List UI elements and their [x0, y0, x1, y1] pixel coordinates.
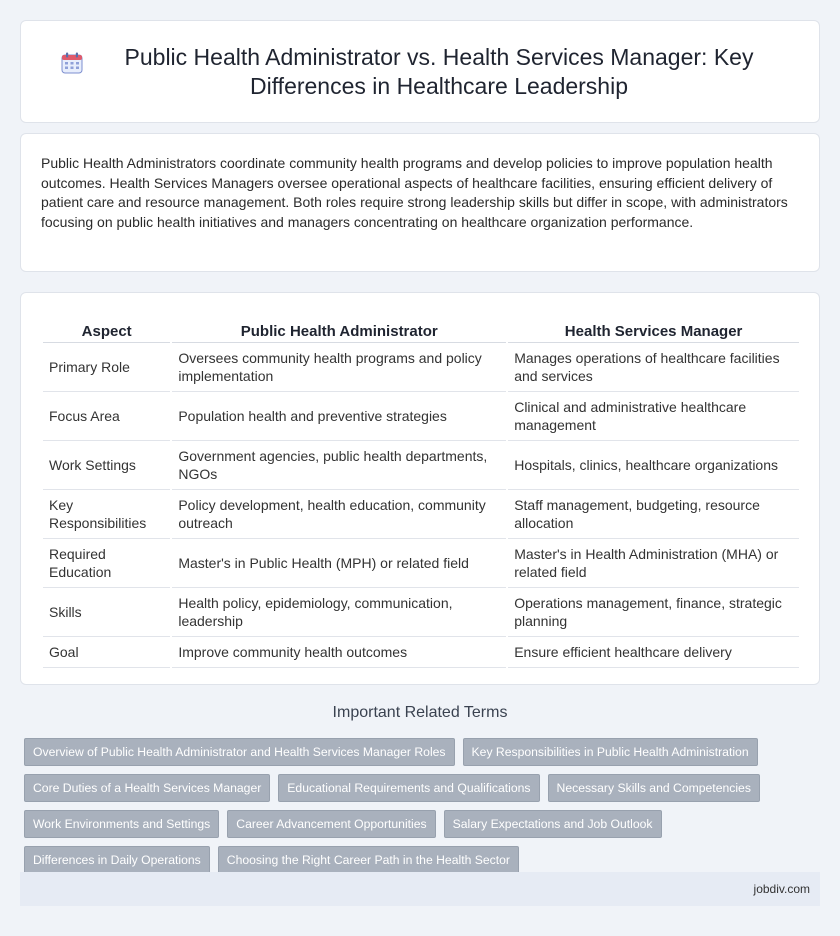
related-term-tag[interactable]: Necessary Skills and Competencies [548, 774, 760, 802]
table-row [43, 343, 799, 392]
related-term-tag[interactable]: Career Advancement Opportunities [227, 810, 435, 838]
cell-public-health-administrator: Government agencies, public health departments, NGOs [172, 441, 506, 490]
related-term-tag[interactable]: Core Duties of a Health Services Manager [24, 774, 270, 802]
cell-health-services-manager: Manages operations of healthcare facilities and services [508, 343, 799, 392]
title-wrap [60, 43, 780, 101]
intro-card [20, 133, 820, 272]
cell-aspect: Goal [43, 637, 170, 668]
table-row [43, 539, 799, 588]
intro-paragraph: Public Health Administrators coordinate community health programs and develop policies to improve population health outcomes. Health Services Managers oversee operational aspects of healthcare facilities, ensuring efficient delivery of patient care and resource management. Both roles require strong leadership skills but differ in scope, with administrators focusing on public health initiatives and managers concentrating on healthcare organization performance. [41, 155, 788, 230]
cell-health-services-manager: Staff management, budgeting, resource allocation [508, 490, 799, 539]
cell-health-services-manager: Hospitals, clinics, healthcare organizations [508, 441, 799, 490]
related-term-tag[interactable]: Choosing the Right Career Path in the Health Sector [218, 846, 519, 874]
related-terms-title: Important Related Terms [332, 704, 508, 721]
table-row [43, 637, 799, 668]
cell-public-health-administrator: Oversees community health programs and policy implementation [172, 343, 506, 392]
cell-aspect: Primary Role [43, 343, 170, 392]
header-public-health-administrator: Public Health Administrator [172, 313, 506, 343]
table-header-row [43, 313, 799, 343]
footer [20, 872, 820, 906]
related-term-tag[interactable]: Salary Expectations and Job Outlook [444, 810, 662, 838]
related-terms-tags [20, 738, 820, 874]
header-card [20, 20, 820, 123]
page-title: Public Health Administrator vs. Health Services Manager: Key Differences in Healthcare Leadership [124, 43, 754, 99]
table-row [43, 392, 799, 441]
comparison-table [41, 313, 801, 668]
cell-aspect: Focus Area [43, 392, 170, 441]
cell-public-health-administrator: Policy development, health education, community outreach [172, 490, 506, 539]
related-term-tag[interactable]: Educational Requirements and Qualifications [278, 774, 539, 802]
cell-aspect: Skills [43, 588, 170, 637]
related-term-tag[interactable]: Differences in Daily Operations [24, 846, 210, 874]
cell-public-health-administrator: Population health and preventive strategies [172, 392, 506, 441]
cell-health-services-manager: Operations management, finance, strategic planning [508, 588, 799, 637]
cell-health-services-manager: Master's in Health Administration (MHA) or related field [508, 539, 799, 588]
related-term-tag[interactable]: Key Responsibilities in Public Health Administration [463, 738, 758, 766]
table-row [43, 441, 799, 490]
cell-public-health-administrator: Health policy, epidemiology, communication, leadership [172, 588, 506, 637]
header-aspect: Aspect [43, 313, 170, 343]
comparison-table-card [20, 292, 820, 685]
cell-health-services-manager: Clinical and administrative healthcare management [508, 392, 799, 441]
footer-site-link[interactable]: jobdiv.com [753, 882, 810, 896]
cell-public-health-administrator: Master's in Public Health (MPH) or related field [172, 539, 506, 588]
table-row [43, 588, 799, 637]
cell-aspect: Required Education [43, 539, 170, 588]
cell-health-services-manager: Ensure efficient healthcare delivery [508, 637, 799, 668]
cell-aspect: Key Responsibilities [43, 490, 170, 539]
related-terms-section [20, 704, 820, 874]
table-row [43, 490, 799, 539]
header-health-services-manager: Health Services Manager [508, 313, 799, 343]
related-term-tag[interactable]: Work Environments and Settings [24, 810, 219, 838]
calendar-icon [60, 51, 84, 75]
related-term-tag[interactable]: Overview of Public Health Administrator and Health Services Manager Roles [24, 738, 455, 766]
cell-aspect: Work Settings [43, 441, 170, 490]
cell-public-health-administrator: Improve community health outcomes [172, 637, 506, 668]
